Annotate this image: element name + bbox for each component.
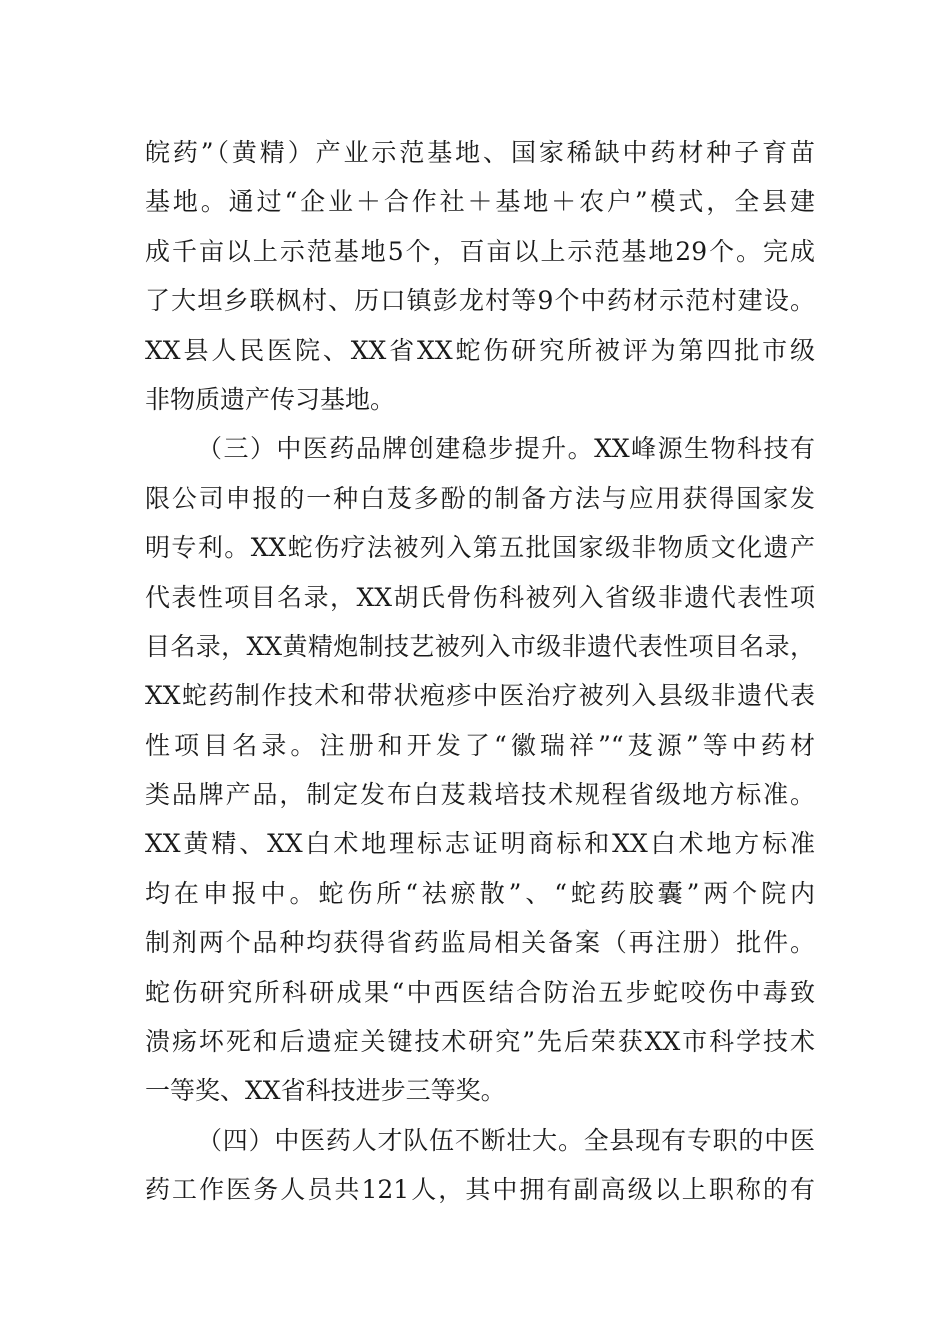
text-line: 明专利。XX蛇伤疗法被列入第五批国家级非物质文化遗产 [145, 533, 815, 563]
text-line: XX黄精、XX白术地理标志证明商标和XX白术地方标准 [145, 829, 815, 859]
body-text [145, 128, 815, 1215]
text-line: 溃疡坏死和后遗症关键技术研究”先后荣获XX市科学技术 [145, 1027, 815, 1057]
text-line: 皖药”（黄精）产业示范基地、国家稀缺中药材种子育苗 [145, 138, 815, 167]
text-line: 一等奖、XX省科技进步三等奖。 [145, 1076, 506, 1106]
text-line: 基地。通过“企业＋合作社＋基地＋农户”模式，全县建 [145, 187, 815, 217]
section-heading-line: （四）中医药人才队伍不断壮大。全县现有专职的中医 [197, 1125, 815, 1155]
text-line: 成千亩以上示范基地5个，百亩以上示范基地29个。完成 [145, 236, 815, 266]
text-line: 制剂两个品种均获得省药监局相关备案（再注册）批件。 [145, 928, 815, 958]
text-line: 性项目名录。注册和开发了“徽瑞祥”“芨源”等中药材 [145, 730, 815, 760]
text-line: 均在申报中。蛇伤所“祛瘀散”、“蛇药胶囊”两个院内 [145, 878, 815, 908]
text-line: 蛇伤研究所科研成果“中西医结合防治五步蛇咬伤中毒致 [145, 977, 815, 1007]
text-line: 非物质遗产传习基地。 [145, 384, 396, 414]
text-line: 限公司申报的一种白芨多酚的制备方法与应用获得国家发 [145, 483, 815, 513]
text-line: 药工作医务人员共121人，其中拥有副高级以上职称的有 [145, 1175, 815, 1205]
text-line: XX县人民医院、XX省XX蛇伤研究所被评为第四批市级 [145, 335, 815, 365]
text-line: XX蛇药制作技术和带状疱疹中医治疗被列入县级非遗代表 [145, 681, 815, 711]
text-line: 了大坦乡联枫村、历口镇彭龙村等9个中药材示范村建设。 [145, 286, 815, 316]
section-heading-line: （三）中医药品牌创建稳步提升。XX峰源生物科技有 [197, 434, 815, 464]
text-line: 目名录，XX黄精炮制技艺被列入市级非遗代表性项目名录， [145, 631, 815, 661]
text-line: 类品牌产品，制定发布白芨栽培技术规程省级地方标准。 [145, 780, 815, 810]
text-line: 代表性项目名录，XX胡氏骨伤科被列入省级非遗代表性项 [145, 582, 815, 612]
